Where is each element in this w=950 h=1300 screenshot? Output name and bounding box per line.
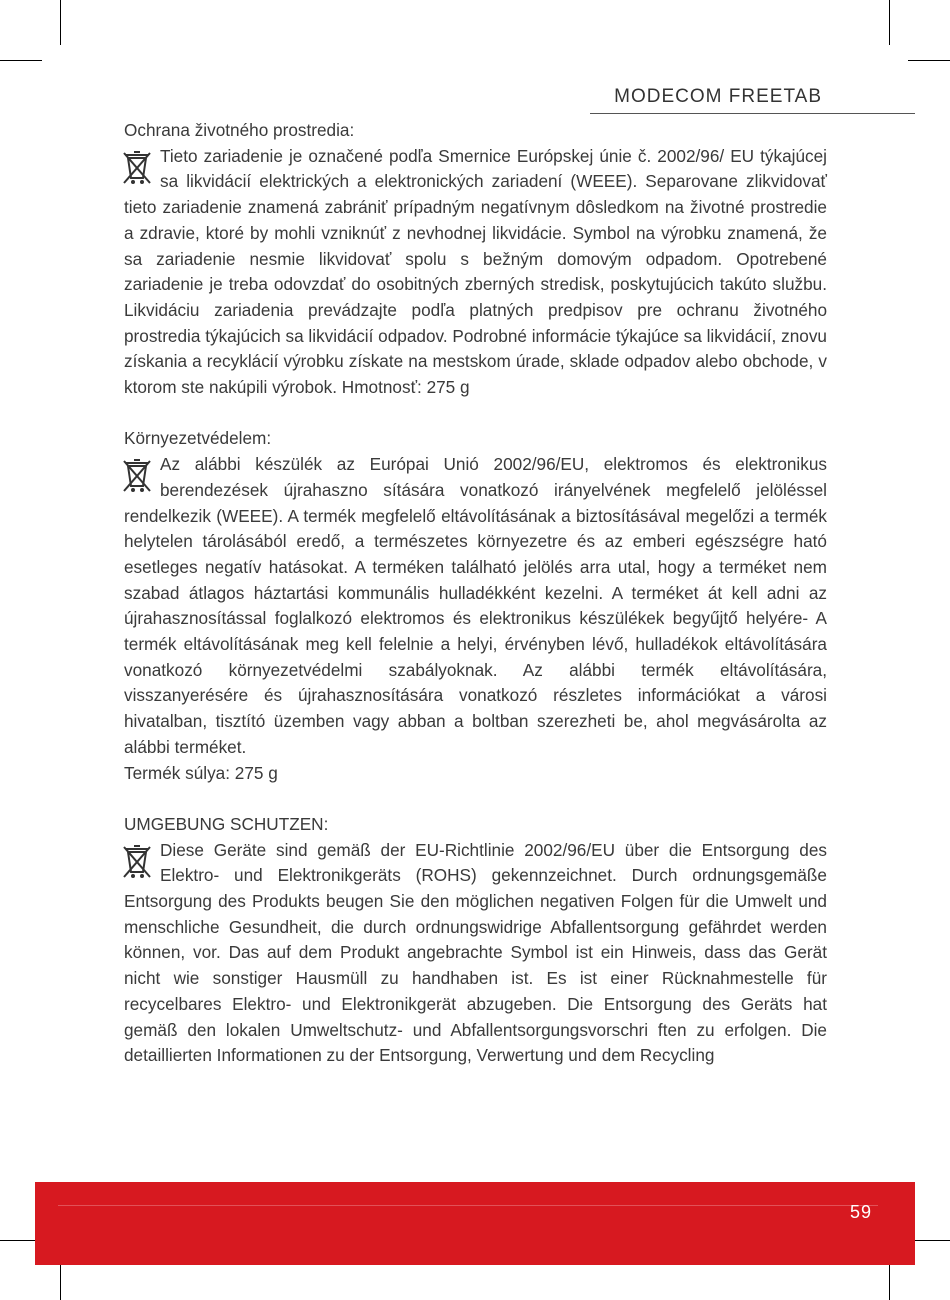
section-heading: UMGEBUNG SCHUTZEN: [124, 813, 329, 834]
section-body: Tieto zariadenie je označené podľa Smernice Európskej únie č. 2002/96/ EU týkajúcej sa likvidácií elektrických a elektronických zariadení (WEEE). Separovane zlikvidovať tieto zariadenie znamená zabrániť prípadným negatívnym dôsledkom na životné prostredie a zdravie, ktoré by mohli vzniknúť z nevhodnej likvidácie. Symbol na výrobku znamená, že sa zariadenie nesmie likvidovať spolu s bežným domovým odpadom. Opotrebené zariadenie je treba odovzdať do osobitných zberných stredisk, poskytujúcich takúto službu. Likvidáciu zariadenia prevádzajte podľa platných predpisov pre ochranu životného prostredia týkajúcich sa likvidácií odpadov. Podrobné informácie týkajúce sa likvidácií, znovu získania a recyklácií výrobku získate na mestskom úrade, sklade odpadov alebo obchode, v ktorom ste nakúpili výrobok. Hmotnosť: 275 g [124, 145, 827, 398]
footer-rule [58, 1205, 878, 1206]
section-slovak [124, 118, 827, 401]
page-number: 59 [849, 1202, 872, 1222]
crop-mark [908, 60, 950, 61]
section-body: Diese Geräte sind gemäß der EU-Richtlinie 2002/96/EU über die Entsorgung des Elektro- und Elektronikgeräts (ROHS) gekennzeichnet. Durch ordnungsgemäße Entsorgung des Produkts beugen Sie den möglichen negativen Folgen für die Umwelt und menschliche Gesundheit, die durch ordnungswidrige Abfallentsorgung gefährdet werden können, vor. Das auf dem Produkt angebrachte Symbol ist ein Hinweis, dass das Gerät nicht wie sonstiger Hausmüll zu handhaben ist. Es ist einer Rücknahmestelle für recycelbares Elektro- und Elektronikgerät abzugeben. Die Entsorgung des Geräts hat gemäß den lokalen Umweltschutz- und Abfallentsorgungsvorschri ften zu erfolgen. Die detaillierten Informationen zu der Entsorgung, Verwertung und dem Recycling [124, 839, 827, 1066]
section-german [124, 812, 827, 1069]
weee-crossed-bin-icon [122, 458, 152, 498]
product-weight: Termék súlya: 275 g [124, 762, 278, 783]
crop-mark [0, 60, 42, 61]
header-title: MODECOM FREETAB [614, 86, 822, 107]
section-hungarian [124, 426, 827, 786]
crop-mark [60, 0, 61, 45]
weee-crossed-bin-icon [122, 150, 152, 190]
document-body [124, 118, 827, 1069]
header-rule [590, 113, 915, 114]
section-heading: Környezetvédelem: [124, 428, 272, 449]
weee-crossed-bin-icon [122, 844, 152, 884]
section-body: Az alábbi készülék az Európai Unió 2002/96/EU, elektromos és elektronikus berendezések újrahaszno sítására vonatkozó irányelvének megfelelő jelöléssel rendelkezik (WEEE). A termék megfelelő eltávolításának a biztosításával megelőzi a termék helytelen tárolásából eredő, a természetes környezetre és az emberi egészségre ható esetleges negatív hatásokat. A terméken található jelölés arra utal, hogy a terméket nem szabad átlagos háztartási kommunális hulladékként kezelni. A terméket át kell adni az újrahasznosítással foglalkozó elektromos és elektronikus készülékek begyűjtő helyére- A termék eltávolításának meg kell felelnie a helyi, érvényben lévő, hulladékok eltávolítására vonatkozó környezetvédelmi szabályoknak. Az alábbi termék eltávolítására, visszanyerésére és újrahasznosítására vonatkozó részletes információkat a városi hivatalban, tisztító üzemben vagy abban a boltban szerezheti be, ahol megvásárolta az alábbi terméket. [124, 454, 827, 757]
footer-band [35, 1182, 915, 1265]
section-heading: Ochrana životného prostredia: [124, 120, 355, 140]
crop-mark [889, 0, 890, 45]
